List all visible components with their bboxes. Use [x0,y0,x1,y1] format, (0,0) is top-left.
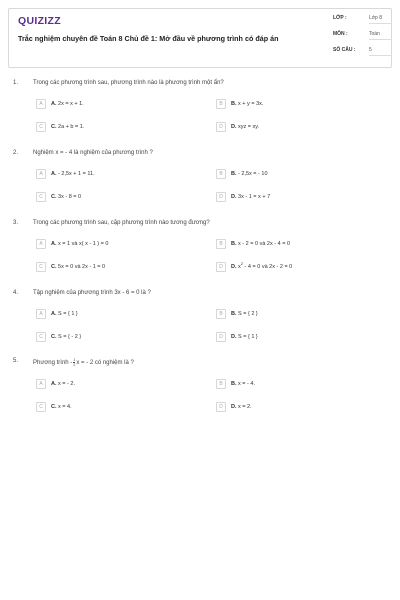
fraction: $\frac{1}{2}$ [73,358,76,367]
option-text: C. S = { - 2 } [51,334,82,340]
option-box[interactable]: D [216,402,226,412]
option-text: A. x = - 2. [51,381,75,387]
option-box[interactable]: C [36,402,46,412]
option-box[interactable]: A [36,309,46,319]
option-box[interactable]: B [216,379,226,389]
option-box[interactable]: D [216,192,226,202]
meta-subject [333,27,393,41]
option-text: D. $x^2 - 4 = 0$ và 2x - 2 = 0 [231,261,293,270]
meta-class-value: Lớp 8 [369,15,383,21]
question-number: 1. [13,80,19,86]
option-text: A. S = { 1 } [51,311,78,317]
question-number: 5. [13,358,19,364]
meta-subject-value: Toán [369,31,380,37]
question-text: Nghiệm x = - 4 là nghiệm của phương trình ? [33,150,153,156]
option-box[interactable]: A [36,99,46,109]
option-text: A. 2x = x + 1. [51,101,84,107]
option-box[interactable]: C [36,122,46,132]
option-box[interactable]: B [216,99,226,109]
question-text: Trong các phương trình sau, phương trình nào là phương trình một ẩn? [33,80,224,86]
option-text: A. x = 1 và x( x - 1 ) = 0 [51,241,109,247]
option-text: D. 3x - 1 = x + 7 [231,194,271,200]
option-text: B. x + y = 3x. [231,101,264,107]
option-box[interactable]: A [36,379,46,389]
option-text: B. - 2,5x = - 10 [231,171,268,177]
question-text: Phương trình - $\frac{1}{2}$ x = - 2 có nghiệm là ? [33,358,134,367]
question-text: Trong các phương trình sau, cặp phương trình nào tương đương? [33,220,210,226]
meta-count [333,43,393,57]
option-text: A. - 2,5x + 1 = 11. [51,171,95,177]
divider [369,39,392,40]
option-text: D. S = { 1 } [231,334,258,340]
option-text: B. S = { 2 } [231,311,258,317]
divider [369,23,392,24]
quiz-header [8,8,392,68]
meta-class-label: LỚP : [333,15,347,21]
option-box[interactable]: C [36,192,46,202]
option-box[interactable]: C [36,332,46,342]
question-number: 3. [13,220,19,226]
option-text: C. 5x = 0 và 2x - 1 = 0 [51,264,106,270]
option-box[interactable]: A [36,169,46,179]
question-number: 4. [13,290,19,296]
meta-class [333,11,393,25]
meta-count-label: SỐ CÂU : [333,47,356,53]
page-title: Trắc nghiệm chuyên đề Toán 8 Chủ đề 1: Mở đầu về phương trình có đáp án [18,34,279,43]
divider [369,55,392,56]
option-box[interactable]: C [36,262,46,272]
option-box[interactable]: B [216,169,226,179]
option-text: C. 3x - 8 = 0 [51,194,82,200]
option-box[interactable]: D [216,262,226,272]
option-text: D. xyz = xy. [231,124,260,130]
option-text: C. 2a + b = 1. [51,124,85,130]
option-text: B. x - 2 = 0 và 2x - 4 = 0 [231,241,290,247]
option-box[interactable]: A [36,239,46,249]
meta-count-value: 5 [369,47,372,53]
option-text: C. x = 4. [51,404,72,410]
option-text: B. x = - 4. [231,381,255,387]
question-number: 2. [13,150,19,156]
option-box[interactable]: B [216,309,226,319]
option-box[interactable]: D [216,332,226,342]
option-text: D. x = 2. [231,404,252,410]
option-box[interactable]: D [216,122,226,132]
meta-subject-label: MÔN : [333,31,348,37]
option-box[interactable]: B [216,239,226,249]
question-text: Tập nghiệm của phương trình 3x - 6 = 0 là ? [33,290,151,296]
quizizz-logo: QUIZIZZ [18,15,61,27]
